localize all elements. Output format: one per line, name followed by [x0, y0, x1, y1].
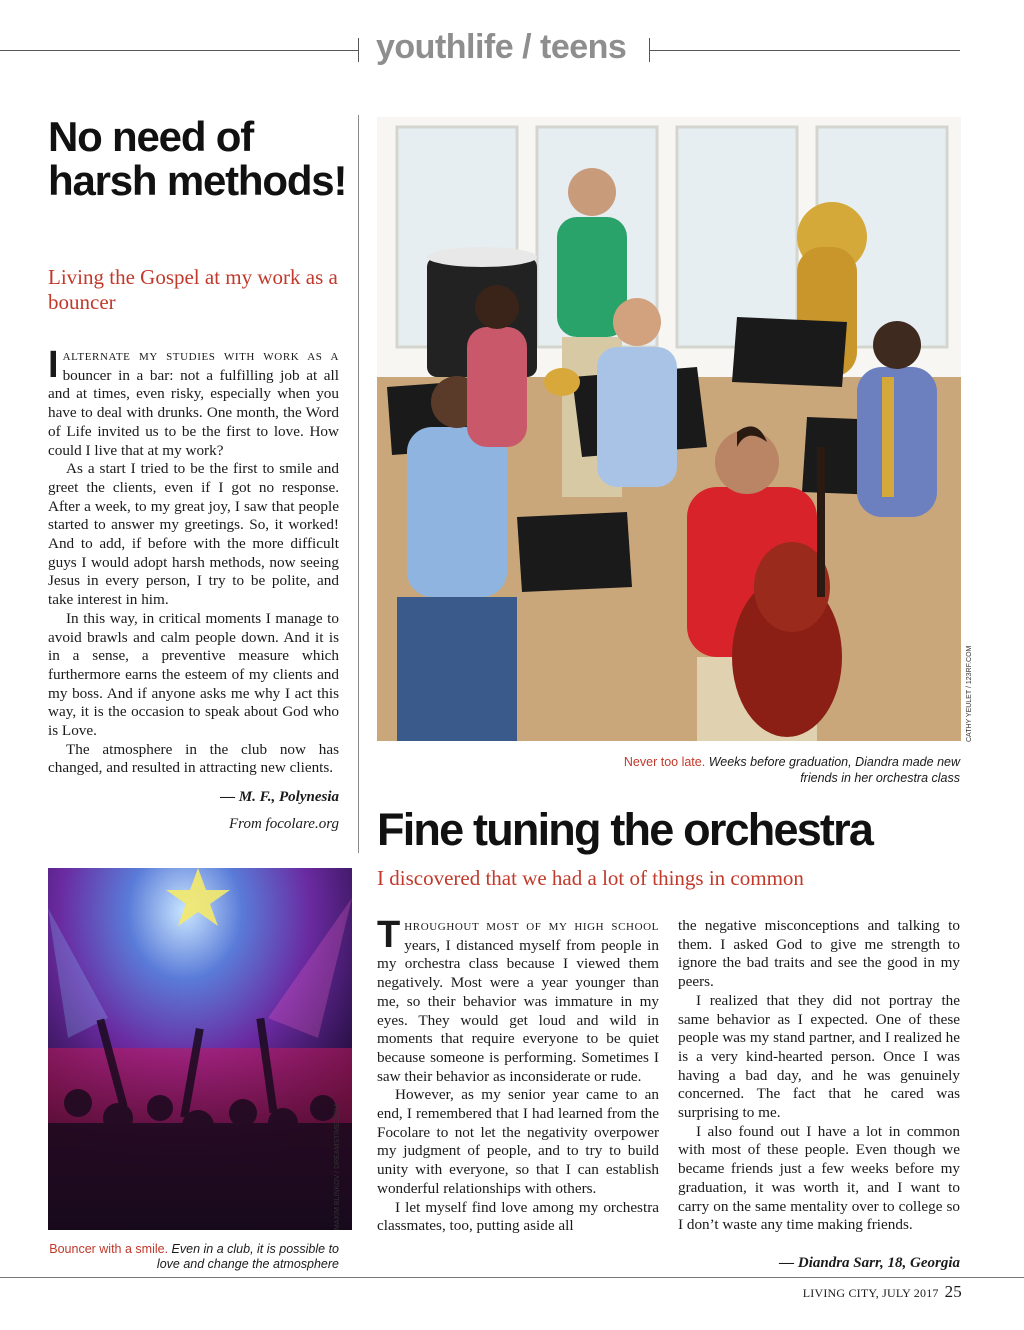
- footer: [700, 1282, 962, 1302]
- caption-text: Weeks before graduation, Diandra made new friends in her orchestra class: [708, 755, 960, 785]
- smallcaps-lead: ALTERNATE MY STUDIES WITH WORK AS A: [62, 351, 339, 363]
- right-article-title: Fine tuning the orchestra: [377, 804, 873, 855]
- header-rule-right: [649, 50, 960, 51]
- right-signature: — Diandra Sarr, 18, Georgia: [779, 1255, 960, 1271]
- caption-lead: Never too late.: [623, 755, 706, 769]
- orchestra-photo-credit: CATHY YEULET / 123RF.COM: [966, 645, 973, 742]
- club-photo-caption: [48, 1242, 339, 1272]
- page-number: 25: [944, 1282, 962, 1301]
- club-photo: [48, 868, 352, 1230]
- club-photo-image: [48, 868, 352, 1230]
- orchestra-photo-caption: [600, 754, 960, 786]
- smallcaps-lead: HROUGHOUT MOST OF MY HIGH SCHOOL: [404, 921, 659, 933]
- left-article-body: [48, 344, 339, 778]
- right-article-subtitle: I discovered that we had a lot of things in common: [377, 866, 804, 890]
- caption-lead: Bouncer with a smile.: [49, 1242, 169, 1256]
- column-divider: [358, 115, 359, 853]
- orchestra-photo: [377, 117, 961, 741]
- left-source: From focolare.org: [229, 816, 339, 832]
- left-paragraph: As a start I tried to be the first to smile and greet the clients, even if I got no response. After a week, to my great joy, I saw that people started to answer my greetings. So, it worked! And to add, if before with the more difficult guys I would adopt harsh methods, now seeing Jesus in every person, I try to be polite, and take interest in him.: [48, 460, 339, 609]
- footer-publication: LIVING CITY, JULY 2017: [802, 1286, 939, 1300]
- paragraph-text: bouncer in a bar: not a fulfilling job at all and at times, even risky, especially when you have to deal with drunks. One month, the Word of Life invited us to be the first to love. How could I live that at my work?: [48, 366, 339, 459]
- right-paragraph: However, as my senior year came to an end, I remembered that I had learned from the Focolare to not let the negativity overpower my judgment of people, and to try to build unity with everyone, so that I can establish wonderful relationships with others.: [377, 1086, 659, 1197]
- left-paragraph: In this way, in critical moments I manage to avoid brawls and calm people down. And it is in a sense, a preventive measure which furthermore earns the esteem of my clients and my boss. And if anyone asks me why I act this way, it is the occasion to speak about God who is Love.: [48, 609, 339, 740]
- right-article-column-1: [377, 914, 659, 1236]
- right-paragraph: I realized that they did not portray the same behavior as I expected. One of these people was my stand partner, and I realized he is a very kind-hearted person. Once I was having a bad day, and he was genuinely concerned. The fact that he cared was surprising to me.: [678, 991, 960, 1122]
- left-signature: — M. F., Polynesia: [220, 789, 339, 805]
- club-photo-credit: MAXIM BLINKOV / DREAMSTIME.COM: [334, 1103, 341, 1230]
- header-tick-left: [358, 38, 359, 62]
- orchestra-photo-image: [377, 117, 961, 741]
- right-paragraph: [377, 914, 659, 1086]
- dropcap: T: [377, 914, 401, 956]
- right-paragraph: I also found out I have a lot in common with most of these people. Even though we became friends just a few weeks before my graduation, it was worth it, and I want to carry on the same mentality over to college so I don’t waste any time making friends.: [678, 1122, 960, 1234]
- left-article-title: No need of harsh methods!: [48, 113, 347, 204]
- footer-rule: [0, 1277, 1024, 1278]
- right-paragraph: the negative misconceptions and talking to them. I asked God to give me strength to ignore the bad traits and see the good in my peers.: [678, 917, 960, 991]
- caption-text: Even in a club, it is possible to love and change the atmosphere: [156, 1242, 339, 1271]
- right-paragraph: I let myself find love among my orchestra classmates, too, putting aside all: [377, 1198, 659, 1235]
- header-rule-left: [0, 50, 358, 51]
- left-paragraph: [48, 344, 339, 460]
- left-article-subtitle: Living the Gospel at my work as a bouncer: [48, 265, 338, 314]
- left-paragraph: The atmosphere in the club now has changed, and resulted in attracting new clients.: [48, 740, 339, 777]
- paragraph-text: years, I distanced myself from people in my orchestra class because I viewed them negatively. Most were a year younger than me, so their behavior was immature in my eyes. They would get loud and wild in moments that require everyone to be quiet because someone is performing. Sometimes I saw their behavior as inconsiderate or rude.: [377, 936, 659, 1085]
- dropcap: I: [48, 344, 59, 386]
- section-title: youthlife / teens: [376, 28, 627, 66]
- right-article-column-2: [678, 917, 960, 1235]
